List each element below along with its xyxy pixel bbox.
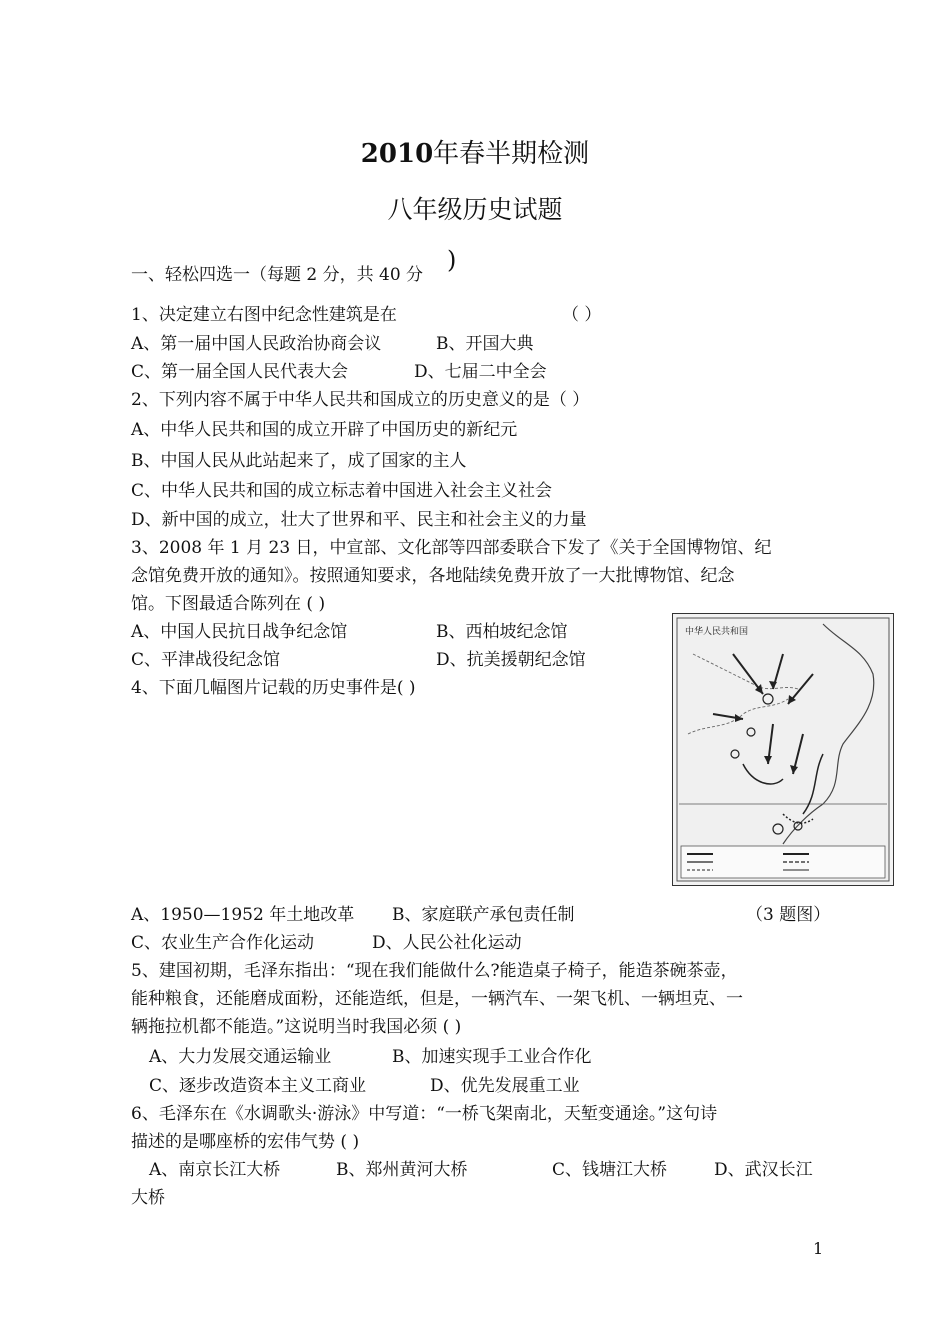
q4-stem: 4、下面几幅图片记载的历史事件是( ) — [131, 678, 416, 698]
q5-option-a: A、大力发展交通运输业 — [149, 1047, 332, 1067]
q3-option-c: C、平津战役纪念馆 — [131, 650, 281, 670]
q1-option-d: D、七届二中全会 — [414, 362, 547, 382]
q1-option-b: B、开国大典 — [436, 334, 534, 354]
q6-option-b: B、郑州黄河大桥 — [336, 1160, 468, 1180]
section-heading: 一、轻松四选一（每题 2 分，共 40 分 — [131, 265, 424, 285]
q5-line3: 辆拖拉机都不能造。”这说明当时我国必须 ( ) — [131, 1017, 462, 1037]
q1-blank: （ ） — [562, 305, 602, 325]
q3-line1: 3、2008 年 1 月 23 日，中宣部、文化部等四部委联合下发了《关于全国博物馆、纪 — [131, 538, 772, 558]
q2-stem: 2、下列内容不属于中华人民共和国成立的历史意义的是（ ） — [131, 390, 590, 410]
q2-option-a: A、中华人民共和国的成立开辟了中国历史的新纪元 — [131, 420, 518, 440]
title-year: 2010 — [360, 139, 434, 169]
title-rest: 年春半期检测 — [433, 139, 590, 169]
q4-option-b: B、家庭联产承包责任制 — [392, 905, 575, 925]
q6-option-a: A、南京长江大桥 — [149, 1160, 281, 1180]
q5-line1: 5、建国初期，毛泽东指出：“现在我们能做什么?能造桌子椅子，能造茶碗茶壶， — [131, 961, 738, 981]
q6-option-d-continued: 大桥 — [131, 1188, 165, 1208]
q3-line3: 馆。下图最适合陈列在 ( ) — [131, 594, 326, 614]
q3-option-a: A、中国人民抗日战争纪念馆 — [131, 622, 348, 642]
q2-option-d: D、新中国的成立，壮大了世界和平、民主和社会主义的力量 — [131, 510, 587, 530]
q5-option-b: B、加速实现手工业合作化 — [392, 1047, 592, 1067]
q6-line1: 6、毛泽东在《水调歌头·游泳》中写道：“一桥飞架南北，天堑变通途。”这句诗 — [131, 1104, 718, 1124]
q4-option-c: C、农业生产合作化运动 — [131, 933, 315, 953]
map-title: 中华人民共和国 — [685, 627, 749, 637]
q5-line2: 能种粮食，还能磨成面粉，还能造纸，但是，一辆汽车、一架飞机、一辆坦克、一 — [131, 989, 743, 1009]
page-number: 1 — [813, 1239, 824, 1258]
war-map-figure — [672, 613, 894, 886]
q3-figure-caption: （3 题图） — [746, 905, 831, 925]
q5-option-d: D、优先发展重工业 — [430, 1076, 580, 1096]
q1-stem: 1、决定建立右图中纪念性建筑是在 — [131, 305, 397, 325]
q6-option-d: D、武汉长江 — [714, 1160, 813, 1180]
section-heading-paren: ) — [447, 246, 457, 274]
page-subtitle: 八年级历史试题 — [387, 195, 563, 224]
q4-option-d: D、人民公社化运动 — [372, 933, 522, 953]
q3-option-d: D、抗美援朝纪念馆 — [436, 650, 586, 670]
q5-option-c: C、逐步改造资本主义工商业 — [149, 1076, 367, 1096]
q2-option-b: B、中国人民从此站起来了，成了国家的主人 — [131, 451, 467, 471]
q1-option-c: C、第一届全国人民代表大会 — [131, 362, 349, 382]
q4-option-a: A、1950—1952 年土地改革 — [131, 905, 355, 925]
map-illustration — [673, 614, 893, 885]
page-title — [0, 133, 950, 170]
q2-option-c: C、中华人民共和国的成立标志着中国进入社会主义社会 — [131, 481, 553, 501]
q3-line2: 念馆免费开放的通知》。按照通知要求，各地陆续免费开放了一大批博物馆、纪念 — [131, 566, 735, 586]
q6-line2: 描述的是哪座桥的宏伟气势 ( ) — [131, 1132, 360, 1152]
q1-option-a: A、第一届中国人民政治协商会议 — [131, 334, 382, 354]
q6-option-c: C、钱塘江大桥 — [552, 1160, 668, 1180]
q3-option-b: B、西柏坡纪念馆 — [436, 622, 568, 642]
